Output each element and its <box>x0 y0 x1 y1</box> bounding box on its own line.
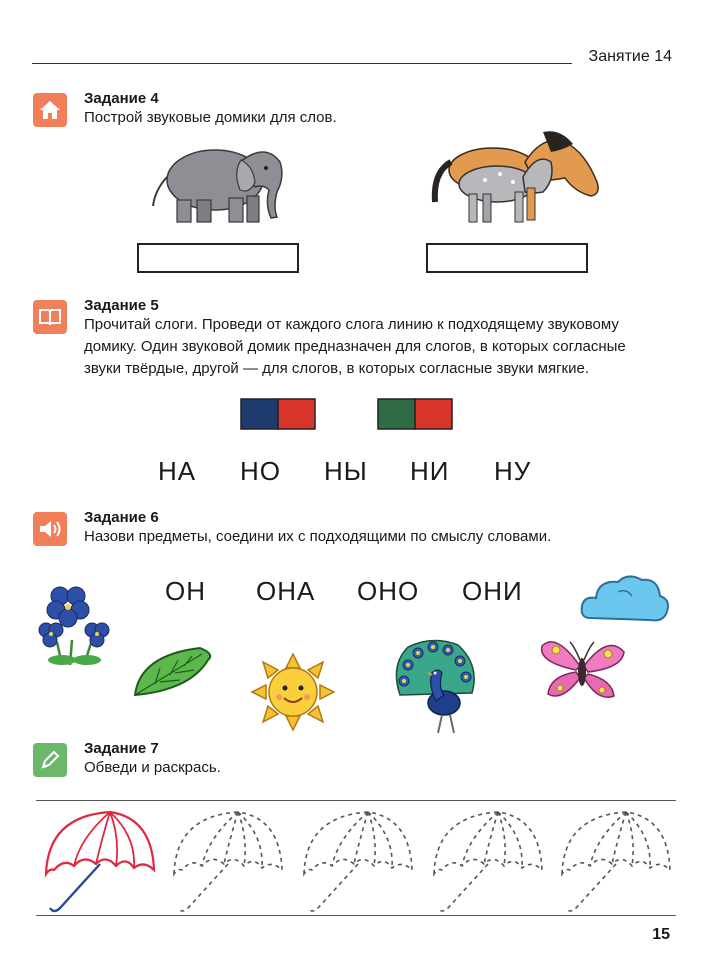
task-4-text: Построй звуковые домики для слов. <box>84 109 337 126</box>
page-number: 15 <box>652 926 670 943</box>
speaker-icon <box>33 512 67 546</box>
sound-house-box-elephant[interactable] <box>137 243 299 273</box>
sound-scheme-hard[interactable] <box>240 398 316 430</box>
house-icon <box>33 93 67 127</box>
pronoun-ona[interactable]: ОНА <box>256 576 316 606</box>
umbrella-trace-4[interactable] <box>556 808 676 916</box>
task-6-title: Задание 6 <box>84 509 159 526</box>
task-6-text: Назови предметы, соедини их с подходящими по смыслу словами. <box>84 528 552 545</box>
task-5-title: Задание 5 <box>84 297 159 314</box>
book-icon <box>33 300 67 334</box>
umbrella-trace-3[interactable] <box>428 808 548 916</box>
syllable-na[interactable]: НА <box>158 456 197 486</box>
pronoun-on[interactable]: ОН <box>165 576 206 606</box>
tracing-top-line <box>36 800 676 801</box>
task-7-title: Задание 7 <box>84 740 159 757</box>
pronoun-ono[interactable]: ОНО <box>357 576 420 606</box>
syllable-ni[interactable]: НИ <box>410 456 450 486</box>
butterfly-picture[interactable] <box>536 632 628 704</box>
umbrella-trace-1[interactable] <box>168 808 288 916</box>
umbrella-sample <box>40 808 160 916</box>
elephant-picture <box>145 132 295 227</box>
violets-picture[interactable] <box>32 580 112 670</box>
sound-scheme-soft[interactable] <box>377 398 453 430</box>
syllable-nu[interactable]: НУ <box>494 456 532 486</box>
syllable-ny[interactable]: НЫ <box>324 456 368 486</box>
task-4-title: Задание 4 <box>84 90 159 107</box>
sun-picture[interactable] <box>248 652 338 732</box>
task-5-line-2: домику. Один звуковой домик предназначен для слогов, в которых согласные <box>84 338 626 355</box>
pencil-icon <box>33 743 67 777</box>
task-7-text: Обведи и раскрась. <box>84 759 221 776</box>
task-5-line-1: Прочитай слоги. Проведи от каждого слога линию к подходящему звуковому <box>84 316 619 333</box>
syllable-no[interactable]: НО <box>240 456 281 486</box>
lesson-label: Занятие 14 <box>588 48 672 65</box>
pronoun-oni[interactable]: ОНИ <box>462 576 523 606</box>
peacock-picture[interactable] <box>388 635 483 740</box>
horse-picture <box>425 122 605 227</box>
header-rule <box>32 63 572 64</box>
umbrella-trace-2[interactable] <box>298 808 418 916</box>
cloud-picture[interactable] <box>578 570 673 630</box>
task-5-line-3: звуки твёрдые, другой — для слогов, в которых согласные звуки мягкие. <box>84 360 590 377</box>
leaf-picture[interactable] <box>130 640 215 700</box>
sound-house-box-horse[interactable] <box>426 243 588 273</box>
